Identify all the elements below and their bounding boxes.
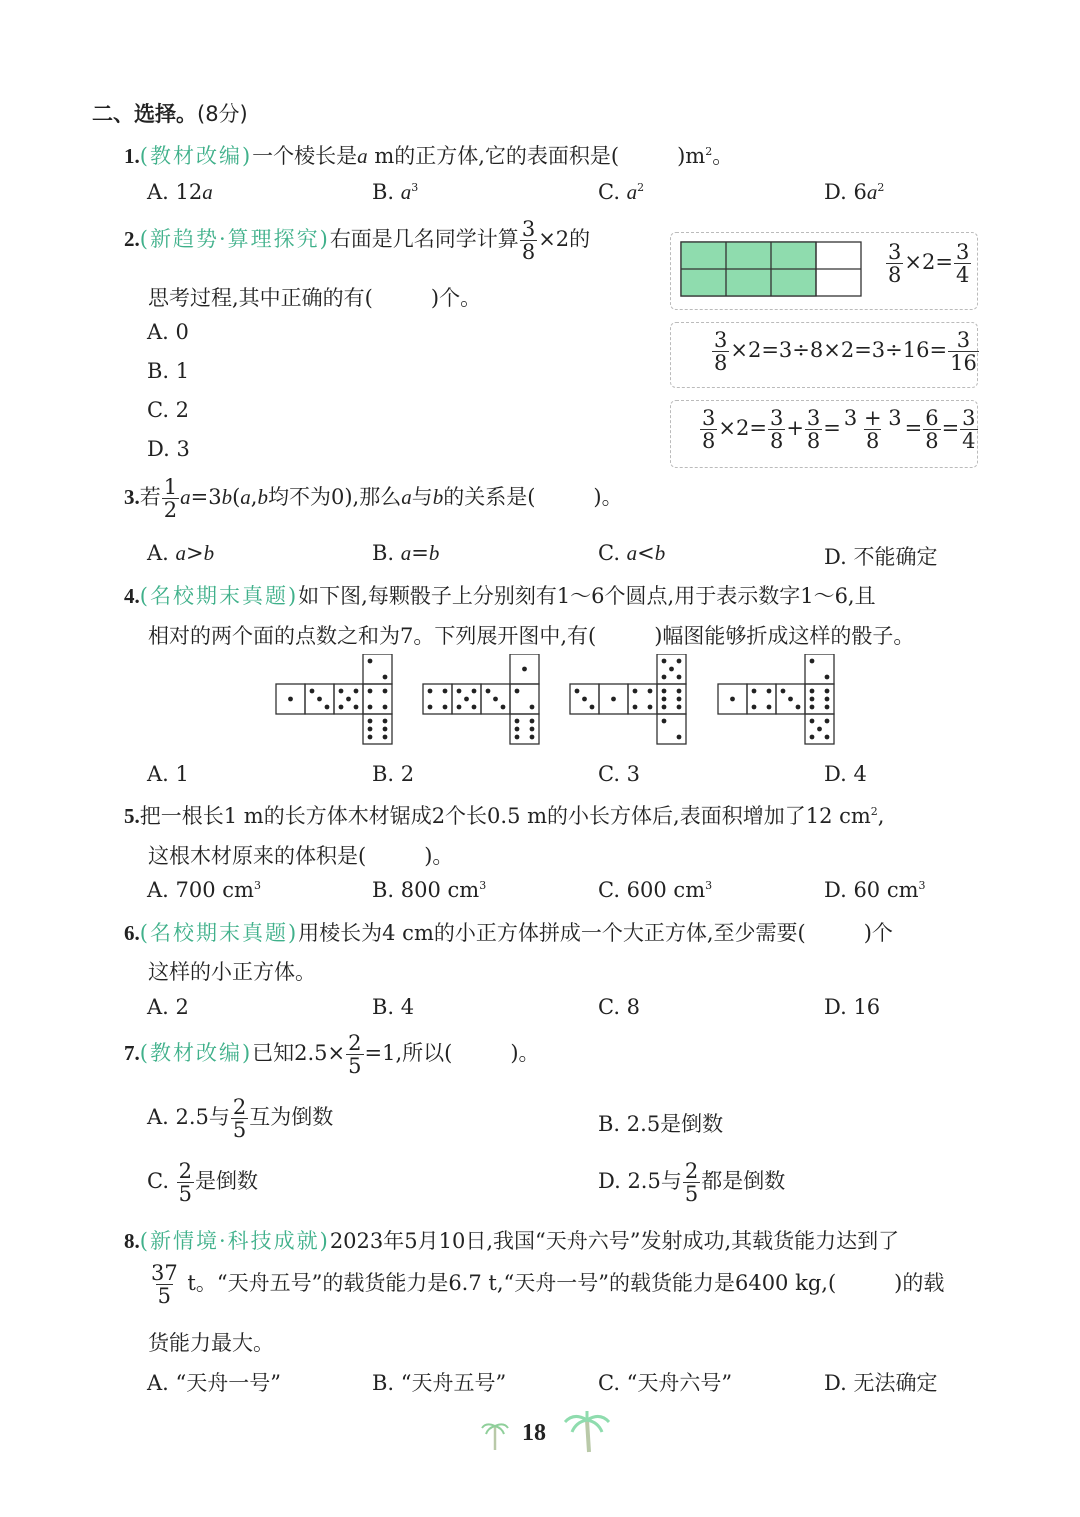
- dice-dot: [368, 719, 373, 724]
- q1-option-a-var: a: [202, 180, 213, 204]
- q3-text-f: 与: [411, 485, 433, 510]
- q2-text-b: ×2的: [538, 227, 591, 252]
- fraction: $\frac{3}{8}$: [702, 406, 716, 454]
- q2-option-d[interactable]: D. 3: [147, 437, 190, 461]
- q3-text-c: (: [232, 485, 241, 510]
- dice-dot: [346, 697, 351, 702]
- q1-text-b: m的正方体,它的表面积是(: [367, 144, 620, 168]
- fraction: $\frac{2}{5}$: [348, 1031, 362, 1079]
- dice-dot: [310, 689, 315, 694]
- dice-dot: [368, 735, 373, 740]
- dice-dot: [767, 689, 772, 694]
- q2-line2-end: )个。: [430, 286, 482, 310]
- dice-dot: [288, 697, 293, 702]
- q8-line3: 货能力最大。: [148, 1331, 274, 1355]
- q2-box3-equation: [699, 407, 979, 452]
- dice-dot: [368, 727, 373, 732]
- q1-text-d: 。: [712, 144, 734, 168]
- question-number: 4.: [124, 584, 140, 608]
- question-tag: (新趋势·算理探究): [139, 227, 330, 252]
- dice-dot: [383, 719, 388, 724]
- q8-text-a: 2023年5月10日,我国“天舟六号”发射成功,其载货能力达到了: [329, 1229, 900, 1253]
- dice-dot: [530, 705, 535, 710]
- dice-dot: [662, 675, 667, 680]
- dice-dot: [648, 689, 653, 694]
- q5-option-a[interactable]: [147, 878, 261, 902]
- fraction: $\frac{2}{5}$: [178, 1159, 193, 1207]
- q2-box-1: [670, 232, 978, 310]
- q4-line2-text: 相对的两个面的点数之和为7。下列展开图中,有(: [148, 624, 597, 648]
- q8-line2-end: )的载: [894, 1271, 945, 1296]
- dice-dot: [752, 689, 757, 694]
- q4-option-b[interactable]: B. 2: [372, 762, 415, 786]
- dice-dot: [515, 735, 520, 740]
- q7-option-d-text2: 都是倒数: [701, 1169, 786, 1194]
- dice-dot: [825, 697, 830, 702]
- dice-dot: [677, 735, 682, 740]
- q7-option-c[interactable]: [147, 1160, 258, 1205]
- q1-text-c: )m: [677, 144, 706, 168]
- q2-option-c[interactable]: C. 2: [147, 398, 190, 422]
- dice-dot: [383, 705, 388, 710]
- dice-dot: [457, 689, 462, 694]
- q1-option-b[interactable]: [372, 180, 418, 205]
- question-tag: (教材改编): [139, 144, 253, 168]
- q2-line2-text: 思考过程,其中正确的有(: [148, 286, 373, 310]
- q2-box3-a: ×2=: [718, 416, 767, 441]
- question-3: 3.若 $\frac{1}{2}$ a=3b(a,b均不为0),那么a与b的关系是( )。: [124, 475, 623, 523]
- q1-option-a[interactable]: [147, 180, 213, 205]
- question-number: 3.: [124, 485, 140, 510]
- question-5: [124, 800, 884, 830]
- q2-option-a[interactable]: A. 0: [147, 320, 189, 344]
- dice-dot: [810, 697, 815, 702]
- section-points: (8分): [197, 102, 248, 126]
- dice-dot: [354, 705, 359, 710]
- fraction: $\frac{3}{8}$: [806, 406, 821, 454]
- q3-option-b-text: B.: [372, 541, 401, 565]
- q5-sup: 2: [870, 805, 878, 818]
- dice-dot: [472, 705, 477, 710]
- q8-option-a[interactable]: A. “天舟一号”: [147, 1371, 281, 1395]
- q2-option-b[interactable]: B. 1: [147, 359, 190, 383]
- q1-option-d[interactable]: [824, 180, 884, 205]
- question-number: 7.: [124, 1041, 140, 1066]
- q6-option-b[interactable]: B. 4: [372, 995, 415, 1019]
- dice-dot: [457, 705, 462, 710]
- fraction: $\frac{3}{8}$: [714, 328, 728, 376]
- dice-dot: [810, 735, 815, 740]
- dice-dot: [368, 659, 373, 664]
- dice-dot: [677, 697, 682, 702]
- question-7: [124, 1032, 540, 1077]
- question-4: [124, 580, 876, 610]
- q5-option-d[interactable]: [824, 878, 926, 902]
- q3-option-b[interactable]: B. a=b: [372, 541, 440, 565]
- q8-frac-num: 37: [151, 1261, 178, 1285]
- dice-dot: [662, 697, 667, 702]
- fraction: $\frac{3 + 3}{8}$: [843, 406, 902, 454]
- q8-frac-den: 5: [157, 1284, 172, 1309]
- q4-option-a[interactable]: A. 1: [147, 762, 189, 786]
- dice-dot: [354, 689, 359, 694]
- dice-nets: [270, 654, 850, 750]
- q7-option-c-text: C.: [147, 1169, 176, 1194]
- q2-box-3: [670, 400, 978, 468]
- q1-option-d-var: a: [866, 180, 878, 204]
- q2-box3-eq1: =: [823, 416, 841, 441]
- q8-option-c[interactable]: C. “天舟六号”: [598, 1371, 733, 1395]
- q2-text-a: 右面是几名同学计算: [329, 227, 519, 252]
- q2-frac-den: 8: [521, 240, 536, 265]
- q3-text-g: 的关系是(: [443, 485, 536, 510]
- fraction: $\frac{6}{8}$: [925, 406, 939, 454]
- q1-option-d-sup: 2: [877, 181, 885, 194]
- q2-box-2: [670, 322, 978, 388]
- fraction: $\frac{3}{16}$: [950, 328, 977, 376]
- dice-dot: [493, 697, 498, 702]
- dice-dot: [325, 705, 330, 710]
- q5-option-c-text: C. 600 cm: [598, 878, 706, 902]
- q3-option-a-text: A.: [147, 541, 176, 565]
- question-2: [124, 218, 590, 263]
- dice-dot: [810, 659, 815, 664]
- q1-option-c[interactable]: [598, 180, 644, 205]
- q8-line2: [148, 1262, 944, 1307]
- dice-dot: [530, 735, 535, 740]
- dice-dot: [825, 689, 830, 694]
- q1-text-a: 一个棱长是: [252, 144, 358, 168]
- section-title: [92, 98, 248, 128]
- q1-option-c-sup: 2: [637, 181, 645, 194]
- dice-dot: [501, 705, 506, 710]
- fraction: $\frac{2}{5}$: [684, 1159, 699, 1207]
- dice-dot: [530, 727, 535, 732]
- q7-text-c: )。: [510, 1041, 540, 1066]
- dice-dot: [472, 689, 477, 694]
- dice-dot: [677, 659, 682, 664]
- question-tag: (新情境·科技成就): [139, 1229, 330, 1253]
- q4-text-a: 如下图,每颗骰子上分别刻有1～6个圆点,用于表示数字1～6,且: [298, 584, 876, 608]
- q3-option-c-text: C.: [598, 541, 627, 565]
- q1-option-c-text: C.: [598, 180, 627, 204]
- dice-dot: [730, 697, 735, 702]
- dice-dot: [662, 659, 667, 664]
- q1-option-b-var: a: [400, 180, 412, 204]
- q6-text-b: )个: [863, 921, 893, 945]
- q2-box2-equation: [711, 329, 980, 374]
- q1-option-c-var: a: [626, 180, 638, 204]
- question-number: 2.: [124, 227, 140, 252]
- q6-option-a[interactable]: A. 2: [147, 995, 189, 1019]
- q5-line2: [148, 840, 453, 870]
- q5-option-c-sup: 3: [705, 879, 713, 892]
- dice-dot: [339, 689, 344, 694]
- fraction: $\frac{3}{8}$: [769, 406, 784, 454]
- q3-text-h: )。: [593, 485, 623, 510]
- dice-dot: [662, 689, 667, 694]
- q3-option-a[interactable]: A. a>b: [147, 541, 215, 565]
- q4-option-d[interactable]: D. 4: [824, 762, 867, 786]
- fraction: $\frac{3}{4}$: [962, 406, 976, 454]
- q1-option-b-sup: 3: [411, 181, 419, 194]
- dice-dot: [575, 689, 580, 694]
- question-number: 6.: [124, 921, 140, 945]
- question-6: [124, 917, 893, 947]
- q3-text-e: 均不为0),那么: [267, 485, 402, 510]
- dice-dot: [825, 675, 830, 680]
- fraction: $\frac{3}{4}$: [955, 240, 970, 288]
- q7-option-a-text: A. 2.5与: [147, 1105, 230, 1130]
- q2-box1-equation: [885, 241, 972, 286]
- dice-dot: [428, 689, 433, 694]
- dice-dot: [515, 719, 520, 724]
- q4-option-c[interactable]: C. 3: [598, 762, 641, 786]
- q7-text-b: =1,所以(: [364, 1041, 453, 1066]
- q2-box2-eq: ×2=3÷8×2=3÷16=: [730, 338, 948, 363]
- dice-dot: [368, 705, 373, 710]
- q7-option-d-text: D. 2.5与: [598, 1169, 682, 1194]
- dice-dot: [781, 689, 786, 694]
- dice-dot: [662, 719, 667, 724]
- dice-dot: [383, 675, 388, 680]
- dice-dot: [486, 689, 491, 694]
- dice-dot: [752, 705, 757, 710]
- q5-line2-end: )。: [424, 844, 454, 868]
- dice-dot: [677, 675, 682, 680]
- q7-option-c-text2: 是倒数: [195, 1169, 259, 1194]
- dice-dot: [383, 727, 388, 732]
- q5-text-a: 把一根长1 m的长方体木材锯成2个长0.5 m的小长方体后,表面积增加了12 cm: [139, 804, 871, 828]
- dice-dot: [611, 697, 616, 702]
- dice-dot: [443, 689, 448, 694]
- fraction: [520, 218, 537, 263]
- dice-dot: [788, 697, 793, 702]
- dice-dot: [582, 697, 587, 702]
- dice-dot: [633, 705, 638, 710]
- question-1: [124, 140, 733, 170]
- question-tag: (教材改编): [139, 1041, 253, 1066]
- dice-dot: [677, 689, 682, 694]
- dice-dot: [443, 705, 448, 710]
- dice-dot: [317, 697, 322, 702]
- palm-tree-icon: [562, 1410, 612, 1454]
- dice-dot: [810, 719, 815, 724]
- dice-dot: [522, 667, 527, 672]
- q2-line2: [148, 282, 481, 312]
- question-number: 1.: [124, 144, 140, 168]
- dice-dot: [662, 705, 667, 710]
- q3-option-d[interactable]: D. 不能确定: [824, 545, 938, 569]
- question-tag: (名校期末真题): [139, 921, 299, 945]
- q5-line2-text: 这根木材原来的体积是(: [148, 844, 367, 868]
- dice-dot: [796, 705, 801, 710]
- q7-option-a-text2: 互为倒数: [249, 1105, 334, 1130]
- dice-dot: [767, 705, 772, 710]
- q5-option-b-text: B. 800 cm: [372, 878, 480, 902]
- q1-option-b-text: B.: [372, 180, 401, 204]
- q3-text-d: ,: [250, 485, 258, 510]
- dice-dot: [464, 697, 469, 702]
- q1-option-d-text: D. 6: [824, 180, 867, 204]
- grid-diagram: [680, 241, 866, 299]
- dice-dot: [633, 689, 638, 694]
- q1-var: a: [357, 144, 368, 168]
- page-number: 18: [522, 1420, 546, 1446]
- q3-text-a: 若: [139, 485, 161, 510]
- fraction: $\frac{1}{2}$: [163, 475, 178, 523]
- dice-dot: [515, 689, 520, 694]
- dice-dot: [825, 705, 830, 710]
- q5-option-c[interactable]: [598, 878, 712, 902]
- q8-line2-text: t。“天舟五号”的载货能力是6.7 t,“天舟一号”的载货能力是6400 kg,(: [180, 1271, 837, 1296]
- q1-sup: 2: [705, 145, 713, 158]
- dice-dot: [428, 705, 433, 710]
- dice-dot: [825, 735, 830, 740]
- q2-box3-eq3: =: [941, 416, 960, 441]
- q5-option-d-sup: 3: [918, 879, 926, 892]
- palm-tree-icon: [480, 1418, 510, 1452]
- question-number: 5.: [124, 804, 140, 828]
- dice-dot: [590, 705, 595, 710]
- fraction: $\frac{2}{5}$: [232, 1095, 247, 1143]
- q7-text-a: 已知2.5×: [252, 1041, 346, 1066]
- dice-dot: [339, 705, 344, 710]
- section-title-text: 二、选择。: [92, 102, 197, 126]
- question-8: [124, 1225, 899, 1255]
- q3-option-c[interactable]: C. a<b: [598, 541, 666, 565]
- q4-line2-end: )幅图能够折成这样的骰子。: [654, 624, 915, 648]
- fraction: $\frac{3}{8}$: [888, 240, 902, 288]
- q4-line2: [148, 620, 914, 650]
- q6-line2: 这样的小正方体。: [148, 960, 316, 984]
- dice-dot: [530, 719, 535, 724]
- q2-box3-eq2: =: [904, 416, 923, 441]
- dice-dot: [368, 689, 373, 694]
- dice-dot: [817, 727, 822, 732]
- dice-dot: [677, 705, 682, 710]
- dice-dot: [810, 689, 815, 694]
- fraction: [149, 1262, 180, 1307]
- q8-option-b[interactable]: B. “天舟五号”: [372, 1371, 507, 1395]
- q6-option-d[interactable]: D. 16: [824, 995, 881, 1019]
- dice-dot: [825, 719, 830, 724]
- q2-box3-sum: 3 + 3: [843, 406, 902, 430]
- q5-option-b[interactable]: [372, 878, 486, 902]
- q2-box3-plus: +: [786, 416, 804, 441]
- dice-dot: [383, 689, 388, 694]
- dice-dot: [515, 727, 520, 732]
- q8-option-d[interactable]: D. 无法确定: [824, 1371, 938, 1395]
- q1-option-a-text: A. 12: [147, 180, 203, 204]
- q5-option-a-sup: 3: [253, 879, 261, 892]
- q6-text-a: 用棱长为4 cm的小正方体拼成一个大正方体,至少需要(: [298, 921, 806, 945]
- q7-option-b[interactable]: B. 2.5是倒数: [598, 1112, 724, 1136]
- question-tag: (名校期末真题): [139, 584, 299, 608]
- q2-box1-eq: ×2=: [904, 250, 953, 275]
- q5-option-b-sup: 3: [479, 879, 487, 892]
- q7-option-a[interactable]: [147, 1096, 333, 1141]
- dice-dot: [383, 735, 388, 740]
- dice-dot: [648, 705, 653, 710]
- q6-option-c[interactable]: C. 8: [598, 995, 641, 1019]
- question-number: 8.: [124, 1229, 140, 1253]
- q7-option-d[interactable]: [598, 1160, 785, 1205]
- q5-text-b: ,: [877, 804, 885, 828]
- dice-dot: [669, 667, 674, 672]
- q2-frac-num: 3: [521, 217, 536, 241]
- q5-option-a-text: A. 700 cm: [147, 878, 254, 902]
- q3-text-b: =3: [190, 485, 222, 510]
- q5-option-d-text: D. 60 cm: [824, 878, 919, 902]
- dice-dot: [810, 705, 815, 710]
